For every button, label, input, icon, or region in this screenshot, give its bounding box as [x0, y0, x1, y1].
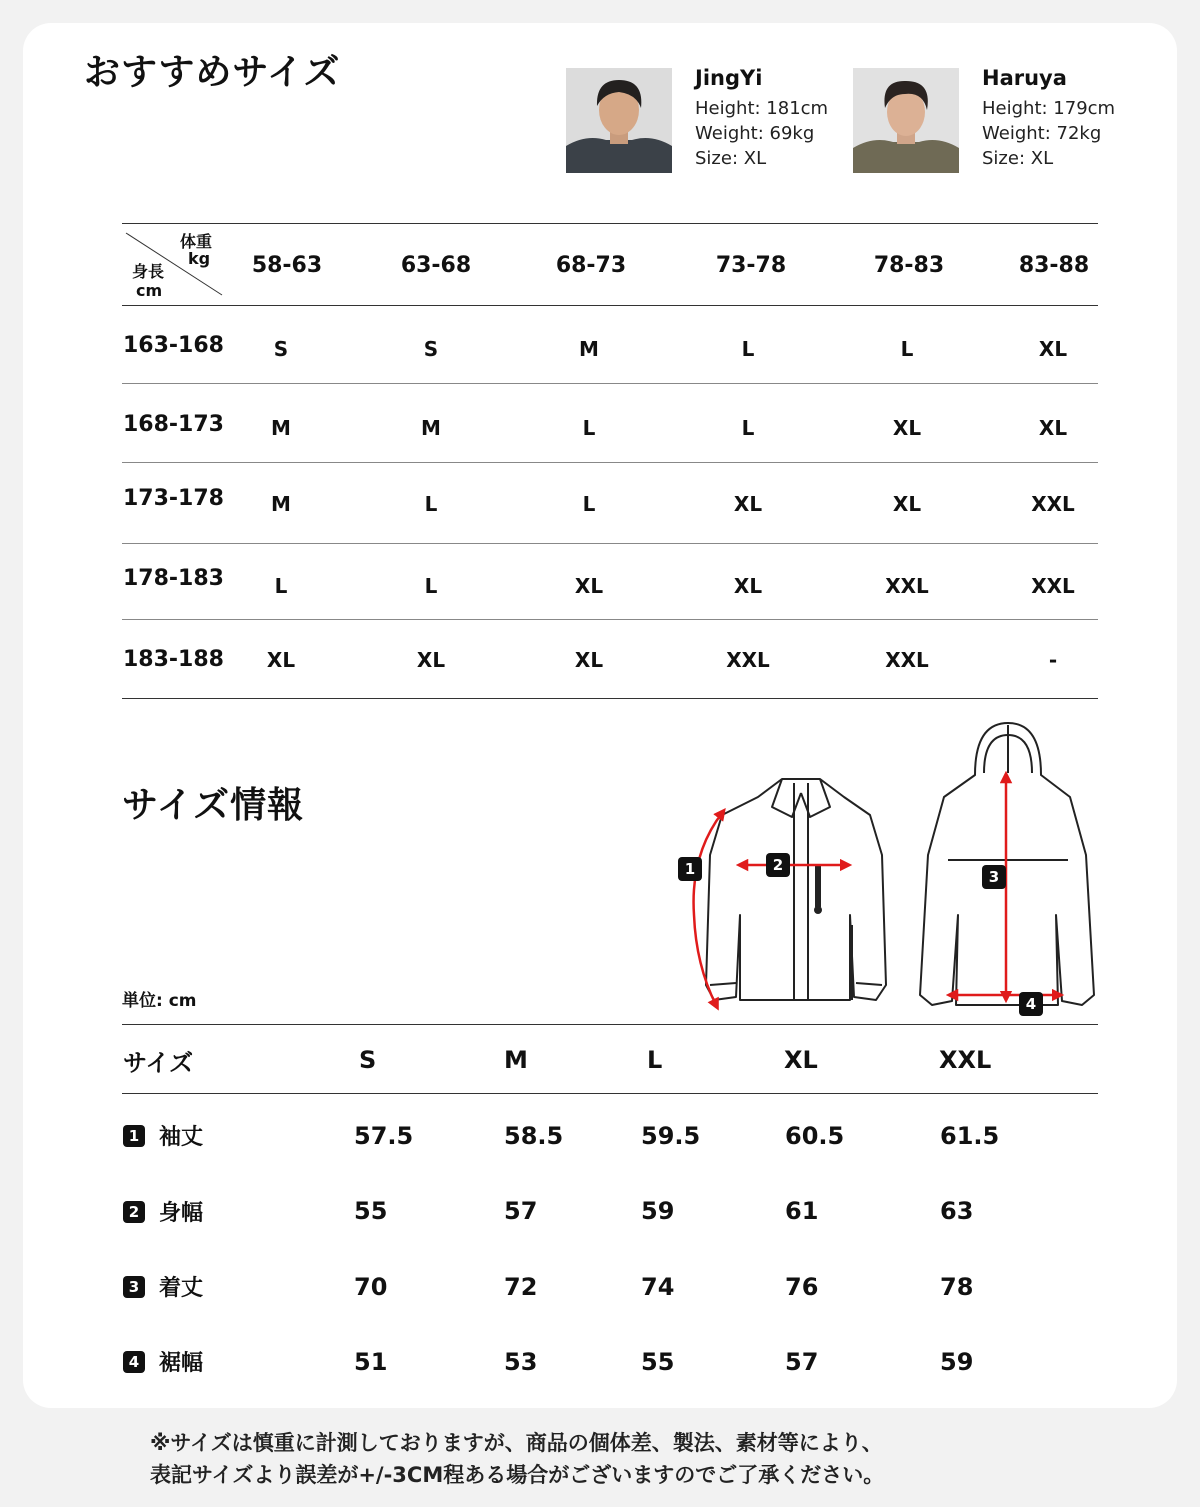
size-column-header: L	[647, 1046, 663, 1074]
model-height: Height: 181cm	[695, 98, 829, 119]
model-info-jingyi	[695, 66, 828, 171]
marker-2	[766, 853, 790, 877]
size-cell: S	[273, 337, 289, 361]
size-cell: XL	[416, 648, 446, 672]
number-badge: 2	[123, 1201, 145, 1223]
size-cell: XL	[574, 648, 604, 672]
svg-text:1: 1	[684, 860, 696, 878]
weight-range-header: 68-73	[555, 253, 627, 278]
disclaimer-line-1: ※サイズは慎重に計測しておりますが、商品の個体差、製法、素材等により、	[150, 1431, 883, 1455]
row-divider	[122, 383, 1098, 384]
size-column-header: S	[359, 1046, 377, 1074]
corner-weight-unit: kg	[188, 249, 211, 268]
measure-value: 72	[504, 1273, 538, 1301]
measure-value: 76	[785, 1273, 819, 1301]
model-name: Haruya	[982, 66, 1067, 90]
measure-label-length	[123, 1271, 203, 1302]
model-photo-jingyi	[566, 68, 672, 173]
size-cell: XL	[733, 574, 763, 598]
height-range-cell: 163-168	[123, 333, 224, 358]
model-photo-haruya	[853, 68, 959, 173]
size-column-header: XXL	[939, 1046, 992, 1074]
measure-value: 53	[504, 1348, 538, 1376]
measure-name: 裾幅	[159, 1351, 204, 1376]
size-cell: L	[900, 337, 914, 361]
size-cell: L	[424, 574, 438, 598]
svg-text:4: 4	[1025, 995, 1037, 1013]
weight-range-header: 83-88	[1018, 253, 1090, 278]
row-divider	[122, 543, 1098, 544]
marker-3	[982, 865, 1006, 889]
size-cell: M	[271, 416, 291, 440]
model-weight: Weight: 72kg	[982, 123, 1102, 144]
size-header-label: サイズ	[123, 1049, 194, 1077]
size-cell: XXL	[885, 648, 929, 672]
weight-range-header: 58-63	[251, 253, 323, 278]
model-info-haruya	[982, 66, 1115, 171]
size-cell: XL	[574, 574, 604, 598]
measure-name: 袖丈	[159, 1125, 204, 1150]
size-cell: XXL	[726, 648, 770, 672]
size-cell: XL	[892, 492, 922, 516]
measure-header-rule	[122, 1093, 1098, 1094]
measure-label-hem	[123, 1346, 203, 1377]
unit-label: 単位: cm	[122, 991, 197, 1011]
size-column-header: XL	[784, 1046, 818, 1074]
size-cell: XL	[892, 416, 922, 440]
table-header-rule	[122, 305, 1098, 306]
measure-value: 58.5	[504, 1122, 564, 1150]
weight-range-header: 78-83	[873, 253, 945, 278]
height-range-cell: 183-188	[123, 647, 224, 672]
table-corner-header	[122, 229, 224, 300]
measure-name: 着丈	[159, 1276, 204, 1301]
row-divider	[122, 619, 1098, 620]
measure-name: 身幅	[159, 1201, 204, 1226]
size-column-header: M	[504, 1046, 528, 1074]
measure-value: 74	[641, 1273, 675, 1301]
table-bottom-rule	[122, 698, 1098, 699]
number-badge: 1	[123, 1125, 145, 1147]
measure-value: 57	[785, 1348, 819, 1376]
size-cell: L	[274, 574, 288, 598]
marker-4	[1019, 992, 1043, 1016]
measure-value: 51	[354, 1348, 388, 1376]
disclaimer-note	[150, 1427, 884, 1491]
height-range-cell: 173-178	[123, 486, 224, 511]
size-cell: XL	[1038, 416, 1068, 440]
measure-value: 59.5	[641, 1122, 701, 1150]
size-cell: XL	[733, 492, 763, 516]
model-size: Size: XL	[695, 148, 767, 169]
corner-height-unit: cm	[136, 281, 163, 300]
measure-value: 61	[785, 1197, 819, 1225]
number-badge: 4	[123, 1351, 145, 1373]
measure-value: 55	[641, 1348, 675, 1376]
model-height: Height: 179cm	[982, 98, 1116, 119]
weight-range-header: 63-68	[400, 253, 472, 278]
size-cell: M	[579, 337, 599, 361]
number-badge: 3	[123, 1276, 145, 1298]
measure-top-rule	[122, 1024, 1098, 1025]
model-weight: Weight: 69kg	[695, 123, 815, 144]
model-name: JingYi	[695, 66, 763, 90]
size-cell: S	[423, 337, 439, 361]
measure-value: 61.5	[940, 1122, 1000, 1150]
measure-value: 78	[940, 1273, 974, 1301]
height-range-cell: 168-173	[123, 412, 224, 437]
size-cell: -	[1048, 648, 1058, 672]
measure-value: 57.5	[354, 1122, 414, 1150]
measure-value: 63	[940, 1197, 974, 1225]
measure-value: 70	[354, 1273, 388, 1301]
measure-value: 57	[504, 1197, 538, 1225]
size-cell: L	[424, 492, 438, 516]
disclaimer-line-2: 表記サイズより誤差が+/-3CM程ある場合がございますのでご了承ください。	[150, 1463, 885, 1487]
size-cell: L	[741, 416, 755, 440]
size-cell: XXL	[1031, 492, 1075, 516]
size-cell: XL	[1038, 337, 1068, 361]
measure-label-sleeve	[123, 1120, 203, 1151]
size-cell: XL	[266, 648, 296, 672]
recommended-size-title: おすすめサイズ	[84, 52, 341, 93]
measure-label-chest	[123, 1196, 203, 1227]
row-divider	[122, 462, 1098, 463]
height-range-cell: 178-183	[123, 566, 224, 591]
size-cell: XXL	[885, 574, 929, 598]
measure-value: 59	[641, 1197, 675, 1225]
size-cell: M	[271, 492, 291, 516]
measure-value: 55	[354, 1197, 388, 1225]
measure-value: 60.5	[785, 1122, 845, 1150]
model-size: Size: XL	[982, 148, 1054, 169]
size-cell: L	[582, 492, 596, 516]
corner-weight-label: 体重	[180, 232, 213, 251]
svg-text:2: 2	[772, 856, 784, 874]
size-info-title: サイズ情報	[122, 785, 305, 826]
size-cell: L	[582, 416, 596, 440]
table-top-rule	[122, 223, 1098, 224]
weight-range-header: 73-78	[715, 253, 787, 278]
jacket-diagram	[670, 715, 1110, 1020]
marker-1	[678, 857, 702, 881]
size-cell: XXL	[1031, 574, 1075, 598]
size-cell: L	[741, 337, 755, 361]
measure-value: 59	[940, 1348, 974, 1376]
svg-text:3: 3	[988, 868, 1000, 886]
size-cell: M	[421, 416, 441, 440]
corner-height-label: 身長	[132, 262, 165, 281]
